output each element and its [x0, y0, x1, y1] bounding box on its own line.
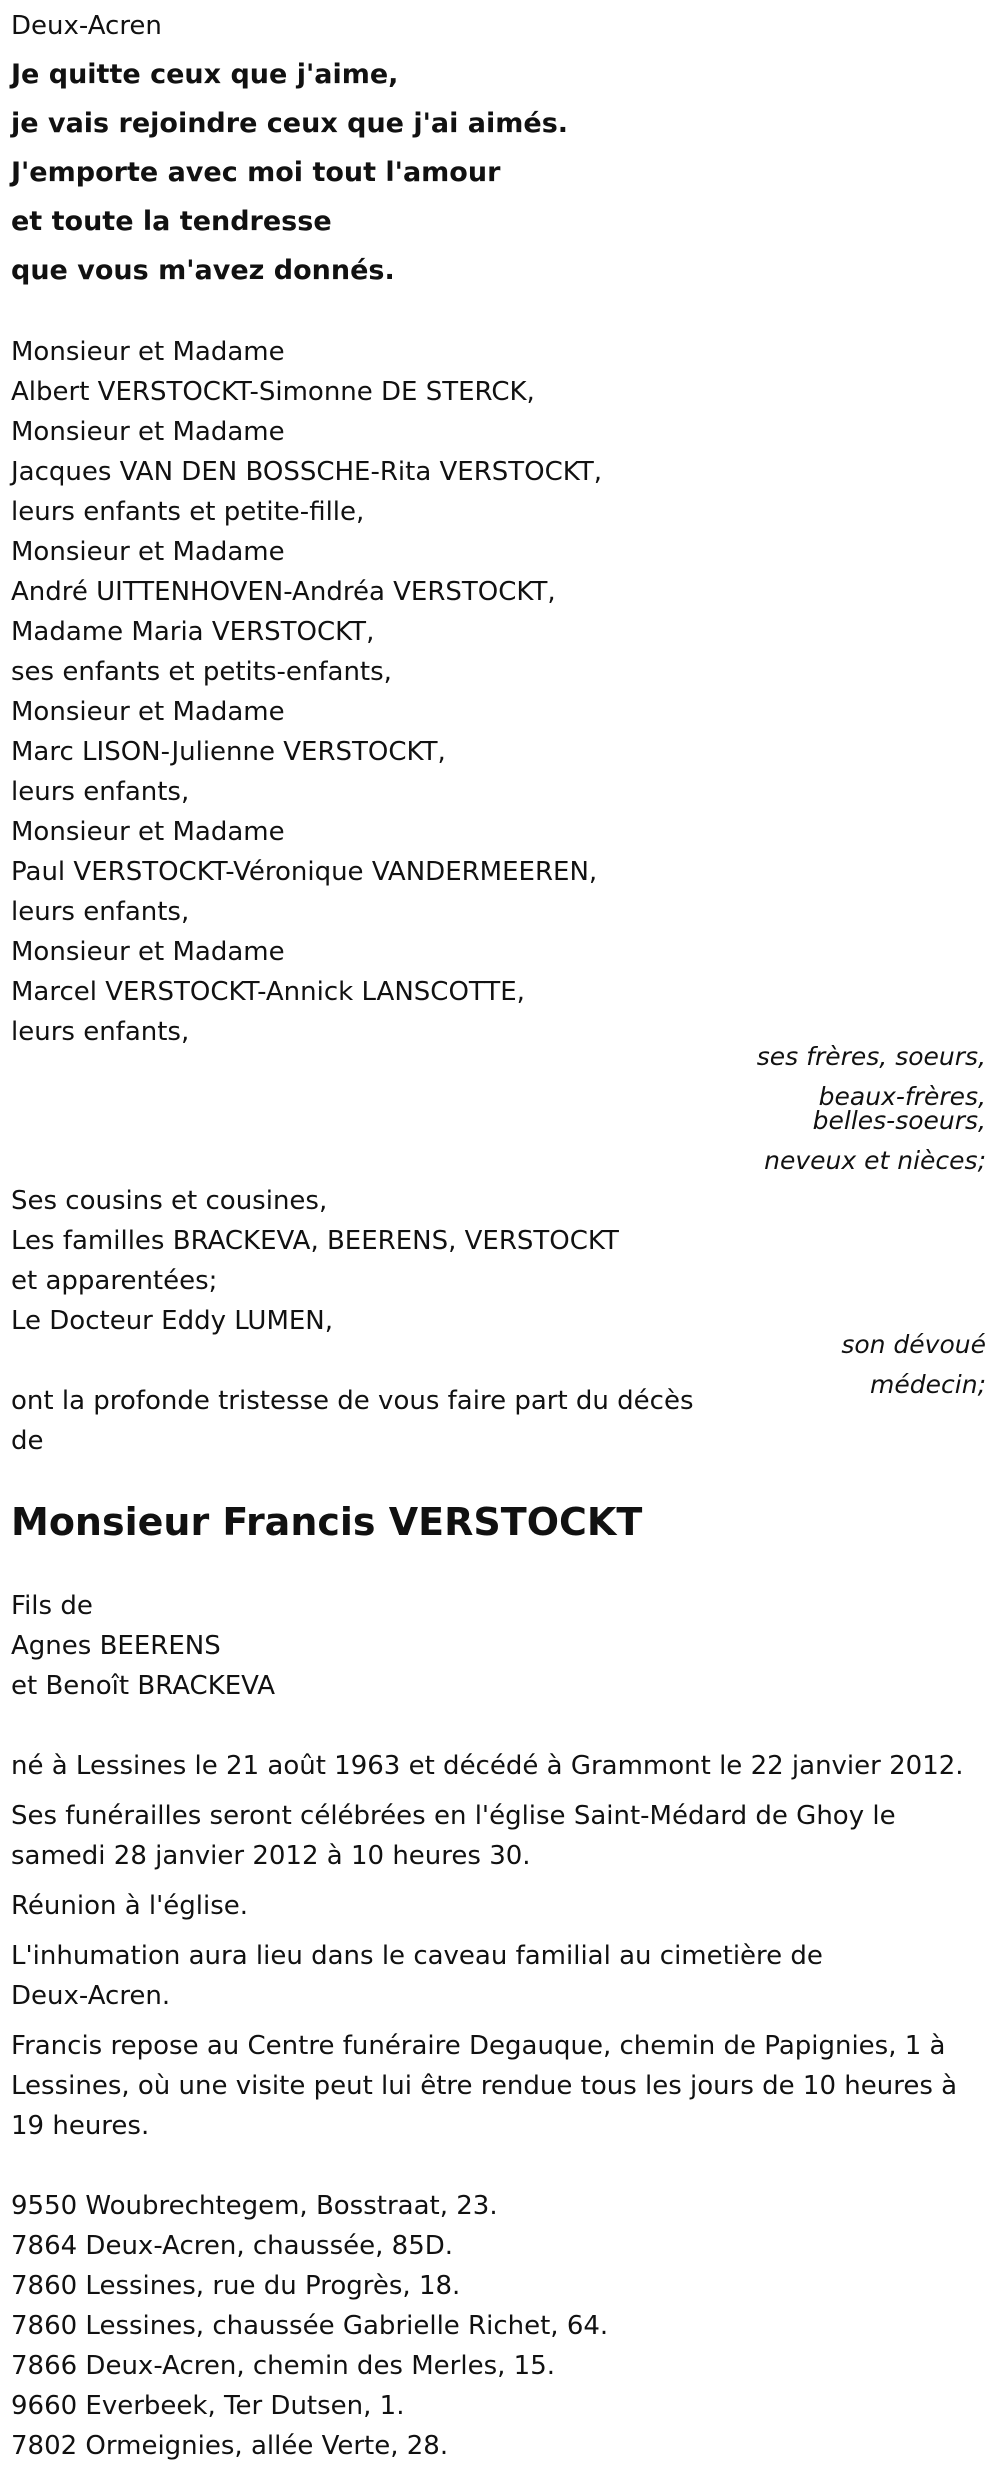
family-line: Paul VERSTOCKT-Véronique VANDERMEEREN, — [11, 857, 598, 887]
family-line: leurs enfants, — [11, 897, 190, 927]
details — [11, 1746, 986, 2146]
family-line: leurs enfants, — [11, 777, 190, 807]
addresses — [11, 2186, 608, 2466]
address-line: 7864 Deux-Acren, chaussée, 85D. — [11, 2231, 454, 2261]
family-line: Marc LISON-Julienne VERSTOCKT, — [11, 737, 446, 767]
family-line: leurs enfants et petite-fille, — [11, 497, 365, 527]
family-line: leurs enfants, — [11, 1017, 190, 1047]
family-line: Marcel VERSTOCKT-Annick LANSCOTTE, — [11, 977, 525, 1007]
address-line: 9660 Everbeek, Ter Dutsen, 1. — [11, 2391, 405, 2421]
poem-line: J'emporte avec moi tout l'amour — [11, 157, 501, 188]
poem — [11, 50, 568, 295]
relation-doctor-1: son dévoué — [841, 1330, 986, 1359]
cousins-line: Le Docteur Eddy LUMEN, — [11, 1306, 334, 1336]
family-line: Monsieur et Madame — [11, 697, 285, 727]
family-line: ses enfants et petits-enfants, — [11, 657, 392, 687]
address-line: 7860 Lessines, rue du Progrès, 18. — [11, 2271, 461, 2301]
family-line: André UITTENHOVEN-Andréa VERSTOCKT, — [11, 577, 556, 607]
relation-siblings-3: belles-soeurs, — [812, 1106, 986, 1135]
relation-siblings-4: neveux et nièces; — [764, 1146, 986, 1175]
family-line: Monsieur et Madame — [11, 937, 285, 967]
parents-line: et Benoît BRACKEVA — [11, 1671, 276, 1701]
family-line: Monsieur et Madame — [11, 537, 285, 567]
address-line: 7860 Lessines, chaussée Gabrielle Richet, 64. — [11, 2311, 609, 2341]
cousins-line: et apparentées; — [11, 1266, 218, 1296]
detail-viewing: Francis repose au Centre funéraire Degauque, chemin de Papignies, 1 à Lessines, où une visite peut lui être rendue tous les jours de 10 heures à 19 heures. — [11, 2031, 958, 2141]
announcement-line: ont la profonde tristesse de vous faire part du décès — [11, 1386, 694, 1416]
family-line: Jacques VAN DEN BOSSCHE-Rita VERSTOCKT, — [11, 457, 602, 487]
announcement — [11, 1381, 694, 1461]
detail-birth-death: né à Lessines le 21 août 1963 et décédé à Grammont le 22 janvier 2012. — [11, 1751, 964, 1781]
place: Deux-Acren — [11, 11, 162, 41]
poem-line: je vais rejoindre ceux que j'ai aimés. — [11, 108, 569, 139]
address-line: 9550 Woubrechtegem, Bosstraat, 23. — [11, 2191, 498, 2221]
family-list — [11, 332, 602, 1052]
cousins-line: Ses cousins et cousines, — [11, 1186, 328, 1216]
detail-burial: L'inhumation aura lieu dans le caveau familial au cimetière de Deux-Acren. — [11, 1941, 823, 2011]
poem-line: que vous m'avez donnés. — [11, 255, 395, 286]
poem-line: Je quitte ceux que j'aime, — [11, 59, 399, 90]
family-line: Monsieur et Madame — [11, 817, 285, 847]
cousins-line: Les familles BRACKEVA, BEERENS, VERSTOCKT — [11, 1226, 619, 1256]
parents-line: Agnes BEERENS — [11, 1631, 221, 1661]
deceased-name: Monsieur Francis VERSTOCKT — [11, 1500, 643, 1544]
parents-line: Fils de — [11, 1591, 93, 1621]
detail-funeral: Ses funérailles seront célébrées en l'église Saint-Médard de Ghoy le samedi 28 janvier 2012 à 10 heures 30. — [11, 1801, 896, 1871]
poem-line: et toute la tendresse — [11, 206, 332, 237]
place-line — [11, 6, 162, 46]
family-line: Madame Maria VERSTOCKT, — [11, 617, 375, 647]
address-line: 7866 Deux-Acren, chemin des Merles, 15. — [11, 2351, 556, 2381]
family-line: Albert VERSTOCKT-Simonne DE STERCK, — [11, 377, 535, 407]
detail-gathering: Réunion à l'église. — [11, 1891, 249, 1921]
cousins-list — [11, 1181, 619, 1341]
announcement-line: de — [11, 1426, 44, 1456]
family-line: Monsieur et Madame — [11, 417, 285, 447]
relation-siblings-1: ses frères, soeurs, — [756, 1042, 986, 1071]
parents — [11, 1586, 275, 1706]
address-line: 7802 Ormeignies, allée Verte, 28. — [11, 2431, 449, 2461]
deceased-name-block — [11, 1497, 642, 1547]
relation-siblings-2: beaux-frères, — [818, 1082, 986, 1111]
family-line: Monsieur et Madame — [11, 337, 285, 367]
relation-doctor-2: médecin; — [870, 1370, 986, 1399]
